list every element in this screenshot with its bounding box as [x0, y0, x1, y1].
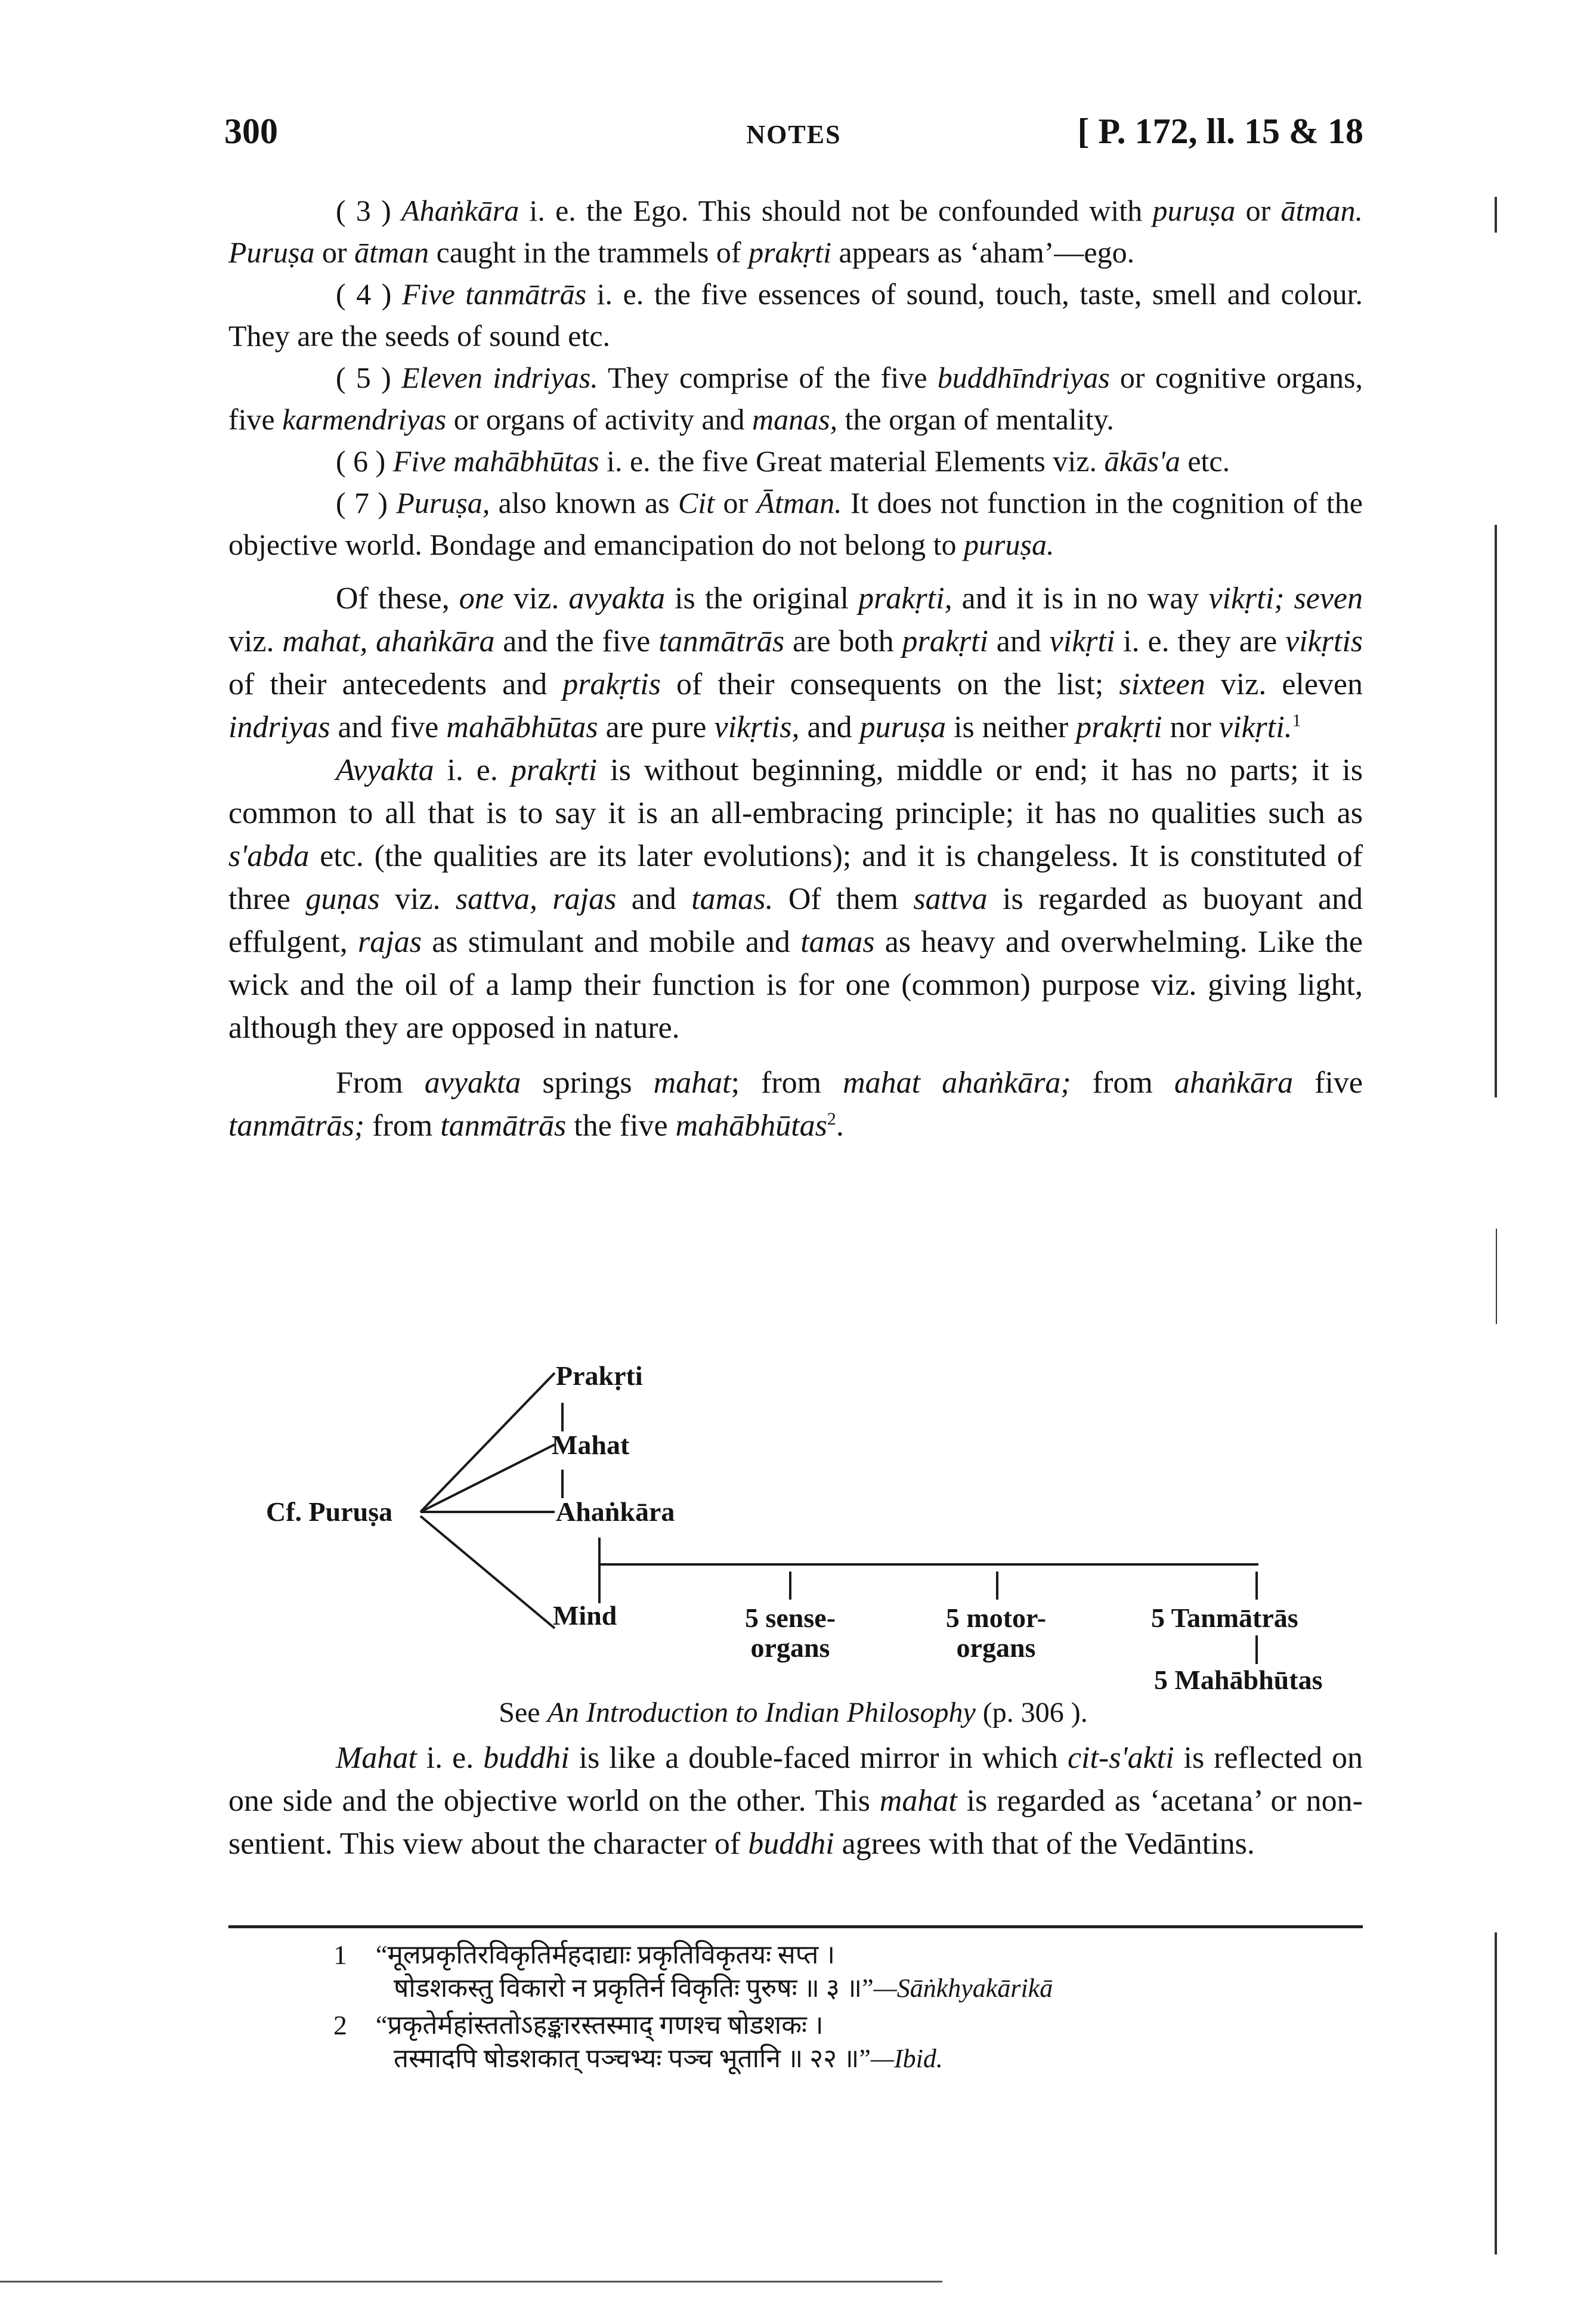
line-purusa-mahat	[420, 1445, 555, 1512]
label-prakrti: Prakṛti	[556, 1360, 643, 1391]
margin-mark	[1496, 1229, 1497, 1324]
note-5: ( 5 ) Eleven indriyas. They comprise of the five buddhīndriyas or cognitive organs, five karmendriyas or organs of activity and manas, the organ of mentality.	[228, 361, 1363, 436]
label-motor-organs-2: organs	[956, 1632, 1036, 1663]
margin-mark	[1495, 197, 1497, 233]
running-title: NOTES	[746, 120, 842, 149]
note-7: ( 7 ) Puruṣa, also known as Cit or Ātman. It does not function in the cognition of the objective world. Bondage and emancipation do not belong to puruṣa.	[228, 486, 1363, 561]
page-reference: [ P. 172, ll. 15 & 18	[1077, 112, 1363, 151]
note-3: ( 3 ) Ahaṅkāra i. e. the Ego. This should not be confounded with puruṣa or ātman. Puruṣa or ātman caught in the trammels of prakṛti appears as ‘aham’—ego.	[228, 194, 1363, 269]
margin-mark	[1495, 1932, 1497, 2254]
paragraph-evolution: From avyakta springs mahat; from mahat ahaṅkāra; from ahaṅkāra five tanmātrās; from tanmātrās the five mahābhūtas$^2$.	[228, 1066, 1363, 1143]
label-mahat: Mahat	[552, 1430, 630, 1460]
label-mahabhutas: 5 Mahābhūtas	[1154, 1665, 1323, 1695]
see-reference: See An Introduction to Indian Philosophy (p. 306 ).	[499, 1697, 1088, 1728]
page-header	[224, 111, 1363, 159]
line-purusa-prakrti	[420, 1373, 555, 1512]
line-purusa-mind	[420, 1516, 555, 1628]
label-ahankara: Ahaṅkāra	[556, 1496, 675, 1527]
footnote-2: 2 “प्रकृतेर्महांस्ततोऽहङ्कारस्तस्माद् गणश्च षोडशकः । तस्मादपि षोडशकात् पञ्चभ्यः पञ्च भूतानि ॥ २२ ॥”—Ibid.	[333, 2010, 943, 2073]
note-4: ( 4 ) Five tanmātrās i. e. the five essences of sound, touch, taste, smell and colour. They are the seeds of sound etc.	[228, 277, 1363, 352]
footnote-divider	[228, 1925, 1363, 1928]
paragraph-of-these: Of these, one viz. avyakta is the original prakṛti, and it is in no way vikṛti; seven viz. mahat, ahaṅkāra and the five tanmātrās are both prakṛti and vikṛti i. e. they are vikṛtis of their antecedents and prakṛtis of their consequents on the list; sixteen viz. eleven indriyas and five mahābhūtas are pure vikṛtis, and puruṣa is neither prakṛti nor vikṛti.$^1$	[228, 582, 1363, 744]
label-sense-organs-1: 5 sense-	[744, 1603, 836, 1633]
footnote-ref-2: 2	[827, 1109, 836, 1129]
label-tanmatras: 5 Tanmātrās	[1151, 1603, 1298, 1633]
label-purusa: Cf. Puruṣa	[266, 1496, 393, 1527]
footnote-1: 1 “मूलप्रकृतिरविकृतिर्महदाद्याः प्रकृतिविकृतयः सप्त । षोडशकस्तु विकारो न प्रकृतिर्न विकृतिः पुरुषः ॥ ३ ॥”—Sāṅkhyakārikā	[333, 1940, 1053, 2003]
evolution-diagram	[0, 1360, 1596, 1694]
label-motor-organs-1: 5 motor-	[945, 1603, 1047, 1633]
paragraph-avyakta: Avyakta i. e. prakṛti is without beginning, middle or end; it has no parts; it is common to all that is to say it is an all-embracing principle; it has no qualities such as s'abda etc. (the qualities are its later evolutions); and it is changeless. It is constituted of three guṇas viz. sattva, rajas and tamas. Of them sattva is regarded as buoyant and effulgent, rajas as stimulant and mobile and tamas as heavy and overwhelming. Like the wick and the oil of a lamp their function is for one (common) purpose viz. giving light, although they are opposed in nature.	[228, 753, 1363, 1045]
note-6: ( 6 ) Five mahābhūtas i. e. the five Great material Elements viz. ākās'a etc.	[336, 444, 1230, 478]
label-sense-organs-2: organs	[750, 1632, 830, 1663]
paragraph-mahat-buddhi: Mahat i. e. buddhi is like a double-faced mirror in which cit-s'akti is reflected on one side and the objective world on the other. This mahat is regarded as ‘acetana’ or non-sentient. This view about the character of buddhi agrees with that of the Vedāntins.	[228, 1741, 1363, 1861]
page-number: 300	[224, 112, 278, 151]
footnote-ref-1: 1	[1292, 710, 1301, 731]
scan-edge-line	[0, 2281, 942, 2283]
notes-body	[228, 190, 1363, 1148]
margin-mark	[1495, 525, 1497, 1097]
label-mind: Mind	[553, 1600, 617, 1631]
notes-body-continued	[228, 1737, 1363, 1866]
